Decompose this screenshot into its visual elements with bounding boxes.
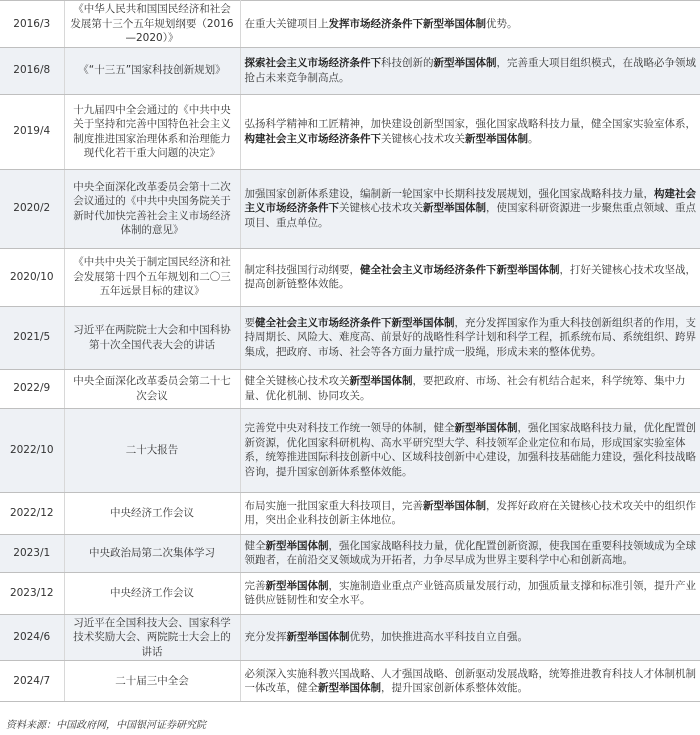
row-content xyxy=(240,306,700,369)
row-content xyxy=(240,661,700,702)
row-content xyxy=(240,572,700,614)
row-content xyxy=(240,94,700,169)
content-text: ，强化国家战略科技力量，优化配置创新资源，使我国在重要科技领域成为全球领跑者，在前沿交叉领域成为开拓者，力争尽早成为世界主要科学中心和创新高地。 xyxy=(244,539,696,566)
row-content xyxy=(240,614,700,661)
content-text: 科技创新的 xyxy=(381,57,434,69)
content-text: 健全关键核心技术攻关 xyxy=(244,375,350,387)
content-text: ，实施制造业重点产业链高质量发展行动，加强质量支撑和标准引领，提升产业链供应链韧性和安全水平。 xyxy=(244,579,696,606)
table-row xyxy=(0,572,700,614)
table-row xyxy=(0,408,700,492)
content-text: ，使国家科研资源进一步聚焦重点领域、重点项目、重点单位。 xyxy=(244,202,696,229)
table-row xyxy=(0,169,700,248)
row-document: 中央政治局第二次集体学习 xyxy=(64,534,240,572)
table-row xyxy=(0,492,700,534)
highlight-text: 构建社会主义市场经济条件下 xyxy=(244,187,696,215)
row-date: 2024/7 xyxy=(0,661,64,702)
content-text: ，充分发挥国家作为重大科技创新组织者的作用，支持周期长、风险大、难度高、前景好的战略性科学计划和科学工程，抓系统布局、系统组织、跨界集成，把政府、市场、社会等各方面力量拧成一股绳，形成未来的整体优势。 xyxy=(244,316,696,358)
row-document: 中央全面深化改革委员会第二十七次会议 xyxy=(64,369,240,408)
row-document: 习近平在全国科技大会、国家科学技术奖励大会、两院院士大会上的讲话 xyxy=(64,614,240,661)
row-date: 2022/12 xyxy=(0,492,64,534)
row-date: 2016/3 xyxy=(0,1,64,48)
content-text: ，提升国家创新体系整体效能。 xyxy=(381,682,528,694)
highlight-text: 健全社会主义市场经济条件下新型举国体制 xyxy=(255,316,455,329)
row-document: 十九届四中全会通过的《中共中央关于坚持和完善中国特色社会主义制度推进国家治理体系和治理能力现代化若干重大问题的决定》 xyxy=(64,94,240,169)
highlight-text: 新型举国体制 xyxy=(265,579,329,592)
highlight-text: 新型举国体制 xyxy=(433,57,497,69)
row-date: 2020/10 xyxy=(0,248,64,306)
content-text: 加强国家创新体系建设，编制新一轮国家中长期科技发展规划，强化国家战略科技力量， xyxy=(244,187,654,200)
content-text: ，发挥好政府在关键核心技术攻关中的组织作用，突出企业科技创新主体地位。 xyxy=(244,499,696,526)
row-date: 2022/10 xyxy=(0,408,64,492)
row-document: 二十届三中全会 xyxy=(64,661,240,702)
highlight-text: 新型举国体制 xyxy=(465,132,528,145)
row-document: 习近平在两院院士大会和中国科协第十次全国代表大会的讲话 xyxy=(64,306,240,369)
content-text: 必须深入实施科教兴国战略、人才强国战略、创新驱动发展战略，统筹推进教育科技人才体制机制一体改革，健全 xyxy=(244,667,696,694)
content-text: 要 xyxy=(244,316,255,329)
row-document: 《中华人民共和国国民经济和社会发展第十三个五年规划纲要（2016—2020）》 xyxy=(64,1,240,48)
row-content xyxy=(240,534,700,572)
row-content xyxy=(240,248,700,306)
content-text: ，要把政府、市场、社会有机结合起来，科学统筹、集中力量、优化机制、协同攻关。 xyxy=(244,375,686,402)
highlight-text: 新型举国体制 xyxy=(349,375,413,387)
table-row xyxy=(0,306,700,369)
highlight-text: 新型举国体制 xyxy=(265,539,329,552)
row-date: 2016/8 xyxy=(0,47,64,94)
row-document: 《“十三五”国家科技创新规划》 xyxy=(64,47,240,94)
row-content xyxy=(240,408,700,492)
row-content xyxy=(240,1,700,48)
content-text: 优势，加快推进高水平科技自立自强。 xyxy=(349,631,528,643)
content-text: 。 xyxy=(528,132,539,145)
highlight-text: 新型举国体制 xyxy=(423,499,486,512)
content-text: 健全 xyxy=(244,539,266,552)
table-row xyxy=(0,614,700,661)
row-date: 2023/1 xyxy=(0,534,64,572)
highlight-text: 发挥市场经济条件下新型举国体制 xyxy=(328,17,486,30)
row-content xyxy=(240,47,700,94)
content-text: 弘扬科学精神和工匠精神，加快建设创新型国家，强化国家战略科技力量，健全国家实验室体系， xyxy=(244,118,696,130)
table-row xyxy=(0,534,700,572)
row-document: 中央经济工作会议 xyxy=(64,572,240,614)
content-text: ，完善重大项目组织模式，在战略必争领域抢占未来竞争制高点。 xyxy=(244,57,696,84)
content-text: 充分发挥 xyxy=(244,631,287,643)
highlight-text: 新型举国体制 xyxy=(318,682,381,694)
highlight-text: 新型举国体制 xyxy=(423,202,486,215)
content-text: 完善党中央对科技工作统一领导的体制，健全 xyxy=(244,422,455,434)
content-text: 关键核心技术攻关 xyxy=(339,202,423,215)
source-note: 资料来源：中国政府网，中国银河证券研究院 xyxy=(6,720,206,731)
table-row xyxy=(0,248,700,306)
content-text: 制定科技强国行动纲要， xyxy=(244,263,360,276)
content-text: 优势。 xyxy=(486,17,518,30)
row-document: 中央全面深化改革委员会第十二次会议通过的《中共中央国务院关于新时代加快完善社会主义市场经济体制的意见》 xyxy=(64,169,240,248)
content-text: 布局实施一批国家重大科技项目，完善 xyxy=(244,499,423,512)
table-row xyxy=(0,369,700,408)
row-date: 2024/6 xyxy=(0,614,64,661)
table-body xyxy=(0,1,700,702)
highlight-text: 构建社会主义市场经济条件下 xyxy=(244,132,381,145)
table-row xyxy=(0,1,700,48)
row-date: 2022/9 xyxy=(0,369,64,408)
row-date: 2020/2 xyxy=(0,169,64,248)
row-content xyxy=(240,369,700,408)
content-text: 关键核心技术攻关 xyxy=(381,132,465,145)
row-content xyxy=(240,492,700,534)
content-text: ，强化国家战略科技力量，优化配置创新资源，优化国家科研机构、高水平研究型大学、科技领军企业定位和布局，形成国家实验室体系，统筹推进国际科技创新中心、区域科技创新中心建设，加强科技基础能力建设，强化科技战略咨询，提升国家创新体系整体效能。 xyxy=(244,422,696,478)
highlight-text: 健全社会主义市场经济条件下新型举国体制 xyxy=(360,263,560,276)
content-text: 在重大关键项目上 xyxy=(244,17,329,30)
row-document: 《中共中央关于制定国民经济和社会发展第十四个五年规划和二〇三五年远景目标的建议》 xyxy=(64,248,240,306)
row-date: 2019/4 xyxy=(0,94,64,169)
table-row xyxy=(0,94,700,169)
row-document: 二十大报告 xyxy=(64,408,240,492)
table-row xyxy=(0,47,700,94)
row-document: 中央经济工作会议 xyxy=(64,492,240,534)
highlight-text: 探索社会主义市场经济条件下 xyxy=(244,57,381,69)
content-text: 完善 xyxy=(244,579,266,592)
row-date: 2023/12 xyxy=(0,572,64,614)
highlight-text: 新型举国体制 xyxy=(454,422,518,434)
table-row xyxy=(0,661,700,702)
row-date: 2021/5 xyxy=(0,306,64,369)
content-text: ，打好关键核心技术攻坚战，提高创新链整体效能。 xyxy=(244,263,696,290)
row-content xyxy=(240,169,700,248)
highlight-text: 新型举国体制 xyxy=(286,631,350,643)
